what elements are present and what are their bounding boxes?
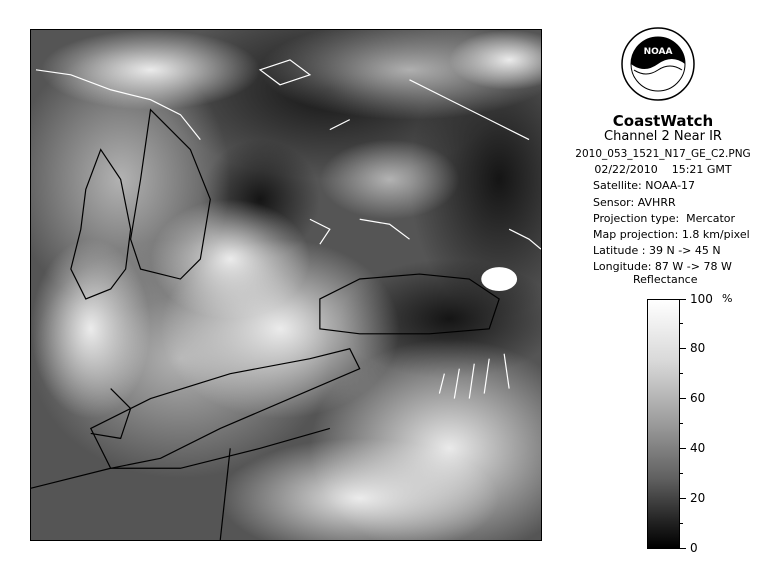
colorbar-tick-label: 20 (690, 491, 706, 505)
sensor-label: Sensor: AVHRR (593, 196, 676, 209)
product-title: CoastWatch (612, 112, 714, 130)
colorbar-minor-tick (680, 323, 683, 324)
colorbar-unit: % (722, 292, 733, 305)
latitude-label: Latitude : 39 N -> 45 N (593, 244, 721, 257)
colorbar-tick-label: 100 (690, 292, 713, 306)
projection-type-label: Projection type: Mercator (593, 212, 736, 225)
filename-label: 2010_053_1521_N17_GE_C2.PNG (575, 148, 751, 160)
colorbar-minor-tick (680, 423, 683, 424)
channel-label: Channel 2 Near IR (604, 129, 722, 144)
map-projection-label: Map projection: 1.8 km/pixel (593, 228, 750, 241)
colorbar-tick-label: 40 (690, 441, 706, 455)
colorbar-minor-tick (680, 523, 683, 524)
colorbar-tick (680, 299, 686, 300)
datetime-label: 02/22/2010 15:21 GMT (594, 163, 732, 176)
colorbar-title: Reflectance (633, 273, 698, 286)
longitude-label: Longitude: 87 W -> 78 W (593, 260, 732, 273)
satellite-image (30, 29, 542, 541)
colorbar-tick (680, 498, 686, 499)
reflectance-colorbar (647, 299, 680, 549)
colorbar-tick (680, 548, 686, 549)
satellite-label: Satellite: NOAA-17 (593, 179, 696, 192)
colorbar-minor-tick (680, 473, 683, 474)
colorbar-tick (680, 398, 686, 399)
colorbar-tick-label: 0 (690, 541, 698, 555)
noaa-logo (620, 24, 696, 104)
colorbar-tick-label: 60 (690, 391, 706, 405)
colorbar-minor-tick (680, 373, 683, 374)
logo-text: NOAA (643, 47, 673, 57)
colorbar-tick (680, 348, 686, 349)
colorbar-tick-label: 80 (690, 341, 706, 355)
colorbar-tick (680, 448, 686, 449)
